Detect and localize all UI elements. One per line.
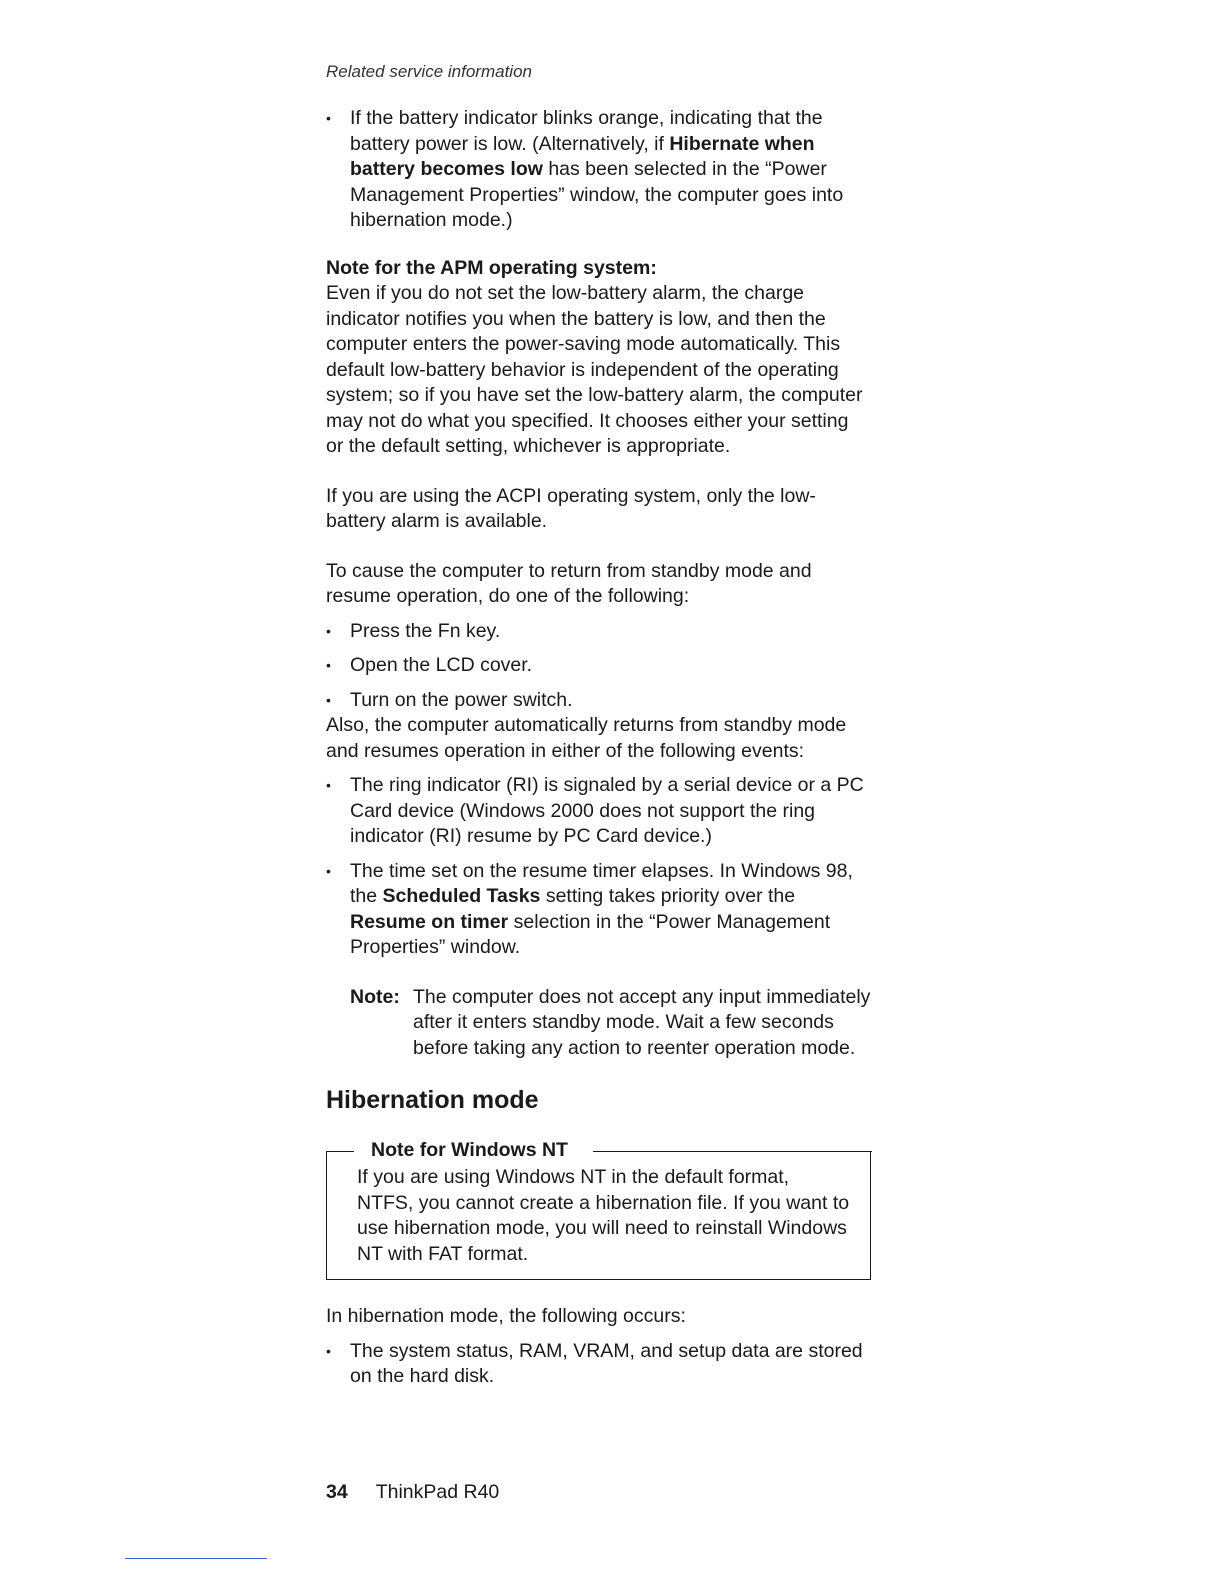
note-label: Note: [350, 985, 400, 1008]
page-number: 34 [326, 1481, 348, 1503]
list-item-fn-key: • Press the Fn key. [326, 619, 871, 645]
product-name: ThinkPad R40 [375, 1481, 500, 1503]
text-run: If the battery indicator blinks orange, indicating that the battery power is low. (Alternatively, if [350, 107, 823, 155]
text-run: The time set on the resume timer elapses. In Windows 98, the [350, 859, 853, 907]
list-item-system-status: • The system status, RAM, VRAM, and setup data are stored on the hard disk. [326, 1339, 871, 1390]
page-content [326, 106, 871, 1390]
page-footer [326, 1481, 499, 1504]
hibernation-intro: In hibernation mode, the following occurs: [326, 1305, 686, 1327]
text-run: has been selected in the “Power Management Properties” window, the computer goes into hibernation mode.) [350, 158, 844, 231]
text-run: selection in the “Power Management Properties” window. [350, 910, 831, 958]
nt-note-title: Note for Windows NT [367, 1137, 572, 1163]
list-item-ring-indicator: • The ring indicator (RI) is signaled by a serial device or a PC Card device (Windows 2000 does not support the ring indicator (RI) resume by PC Card device.) [326, 773, 871, 850]
acpi-paragraph: If you are using the ACPI operating system, only the low-battery alarm is available. [326, 484, 816, 532]
text-run: setting takes priority over the [540, 885, 796, 907]
option-name: Scheduled Tasks [382, 885, 541, 907]
standby-note [326, 985, 871, 1062]
section-title: Hibernation mode [326, 1086, 539, 1114]
auto-return-paragraph: Also, the computer automatically returns from standby mode and resumes operation in either of the following events: [326, 714, 847, 762]
option-name: Hibernate when battery becomes low [350, 132, 815, 180]
apm-note-text: Even if you do not set the low-battery alarm, the charge indicator notifies you when the battery is low, and then the computer enters the power-saving mode automatically. This default low-battery behavior is independent of the operating system; so if you have set the low-battery alarm, the computer may not do what you specified. It chooses either your setting or the default setting, whichever is appropriate. [326, 282, 863, 457]
return-intro-paragraph: To cause the computer to return from standby mode and resume operation, do one of the following: [326, 559, 812, 607]
apm-note-heading: Note for the APM operating system: [326, 256, 657, 279]
option-name: Resume on timer [350, 910, 509, 933]
note-text: The computer does not accept any input immediately after it enters standby mode. Wait a few seconds before taking any action to reenter operation mode. [413, 985, 871, 1059]
list-item-resume-timer [326, 859, 871, 961]
list-item-lcd-cover: • Open the LCD cover. [326, 653, 871, 679]
windows-nt-note-box [326, 1139, 871, 1280]
nt-note-text: If you are using Windows NT in the default format, NTFS, you cannot create a hibernation file. If you want to use hibernation mode, you will need to reinstall Windows NT with FAT format. [357, 1166, 850, 1265]
list-item-power-switch: • Turn on the power switch. [326, 688, 871, 714]
list-item-battery-low [326, 106, 871, 234]
link-underline [125, 1558, 267, 1559]
running-header: Related service information [326, 62, 532, 81]
